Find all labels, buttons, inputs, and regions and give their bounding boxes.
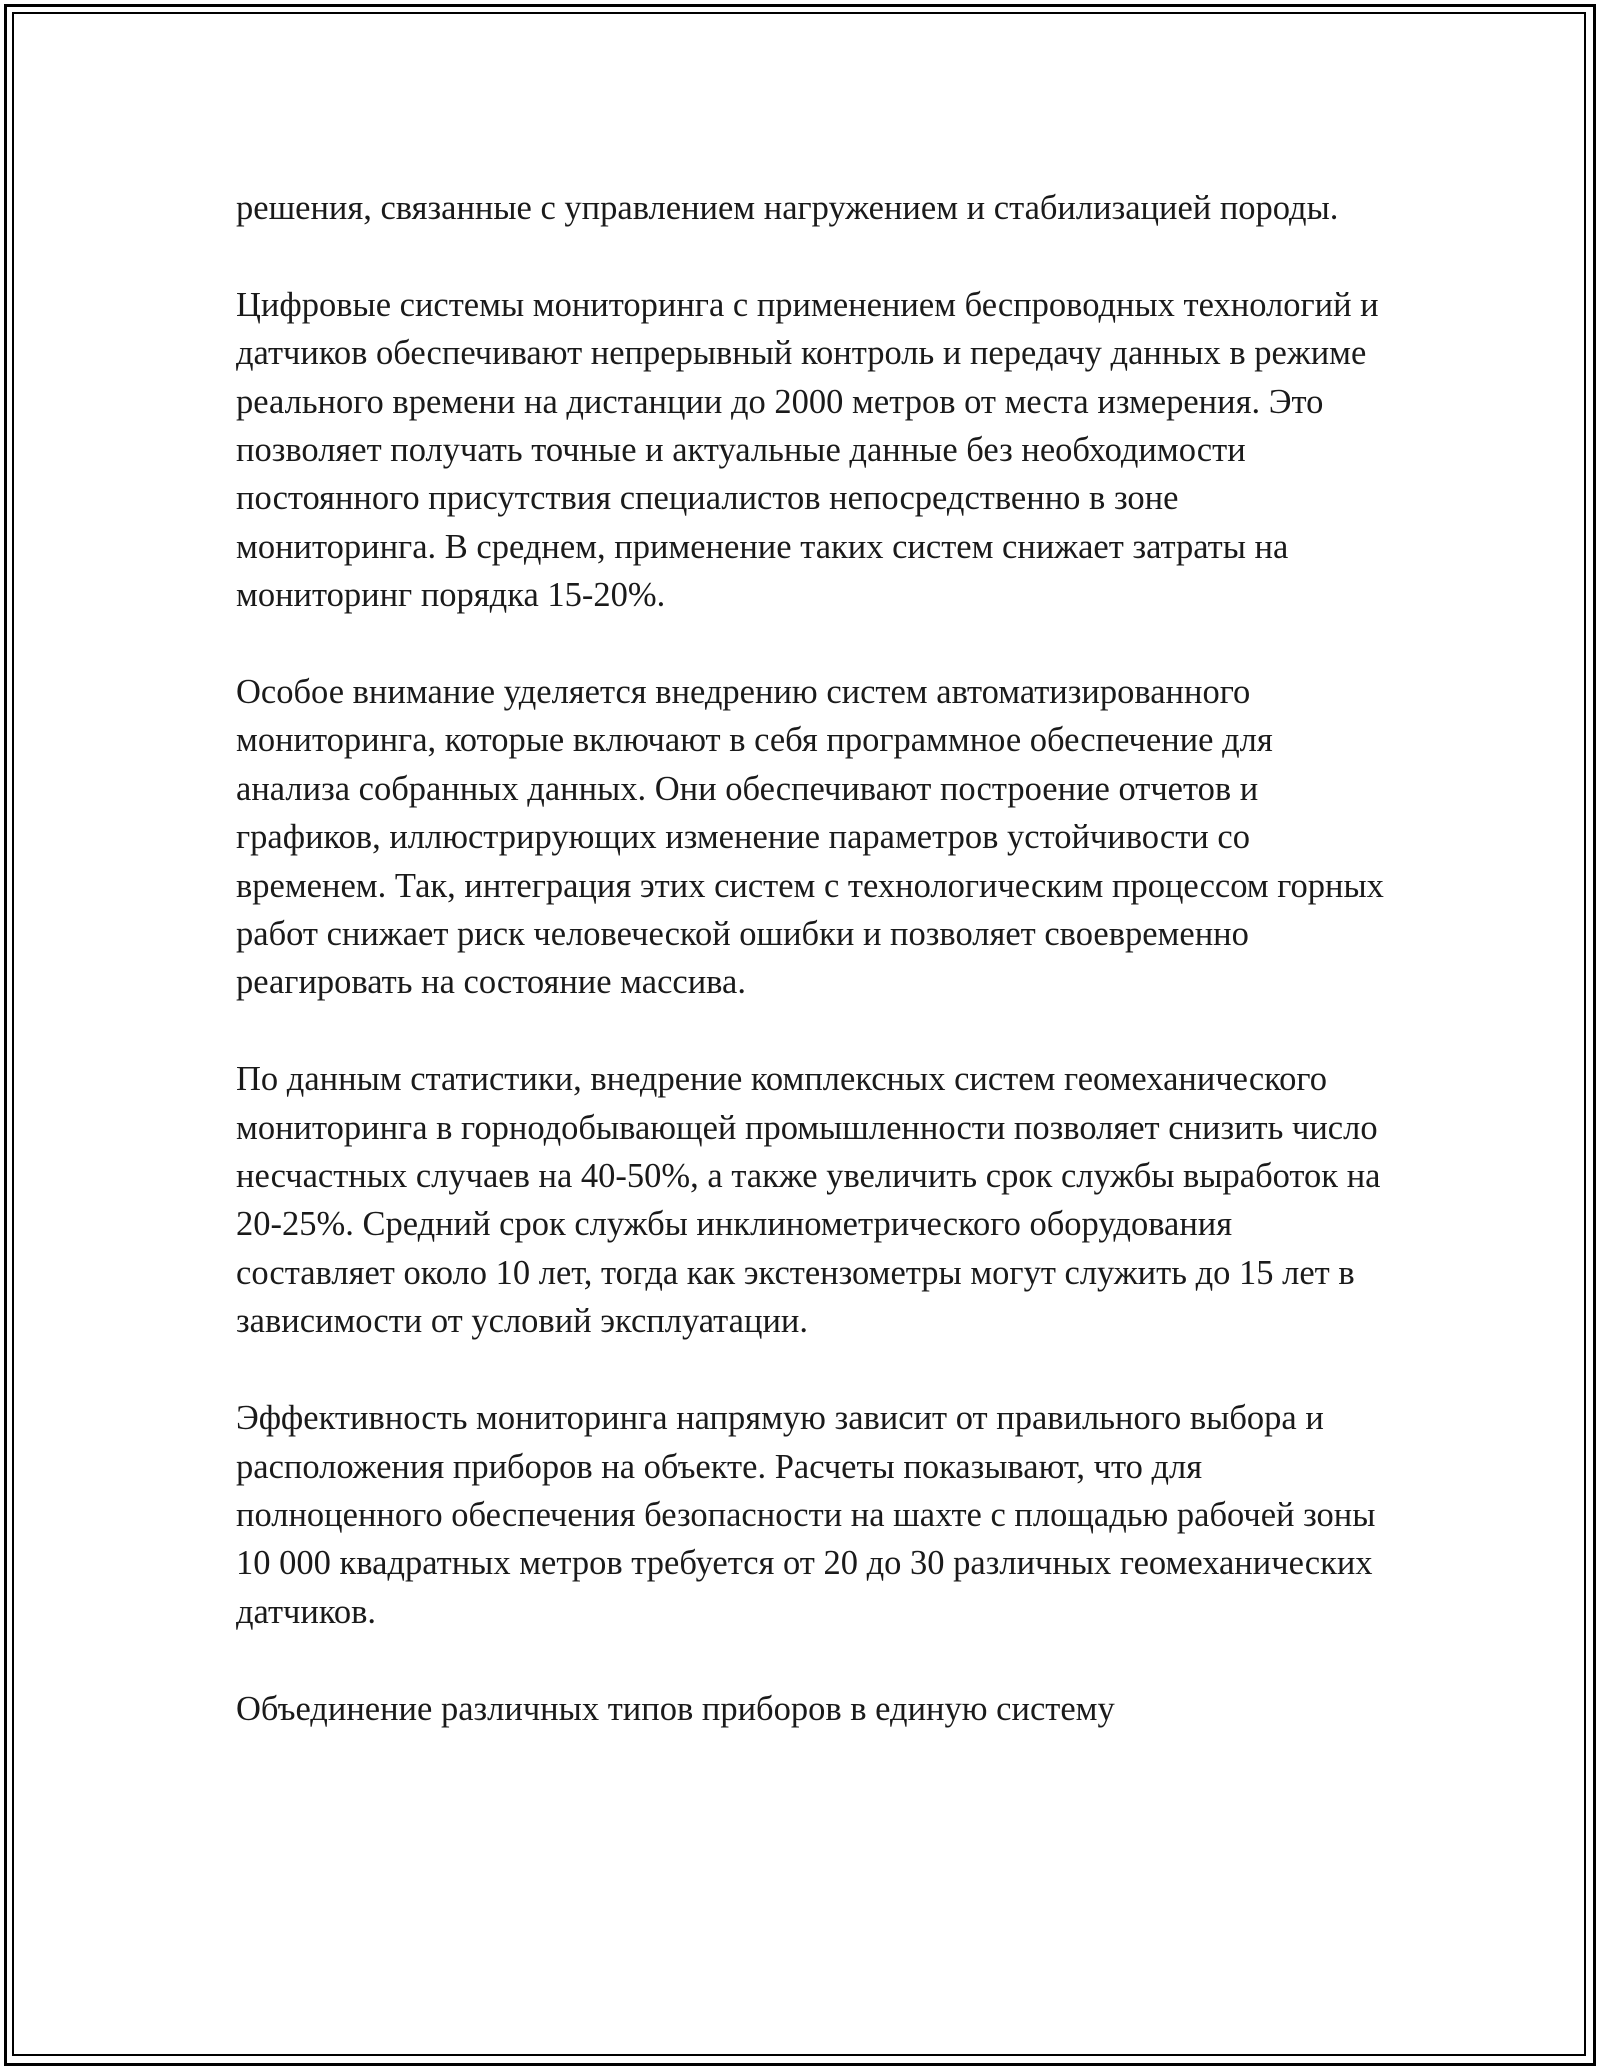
document-body <box>236 184 1386 1733</box>
paragraph-5: Эффективность мониторинга напрямую зависит от правильного выбора и расположения приборов на объекте. Расчеты показывают, что для полноценного обеспечения безопасности на шахте с площадью рабочей зоны 10 000 квадратных метров требуется от 20 до 30 различных геомеханических датчиков. <box>236 1399 1376 1631</box>
paragraph-3: Особое внимание уделяется внедрению систем автоматизированного мониторинга, которые включают в себя программное обеспечение для анализа собранных данных. Они обеспечивают построение отчетов и графиков, иллюстрирующих изменение параметров устойчивости со временем. Так, интеграция этих систем с технологическим процессом горных работ снижает риск человеческой ошибки и позволяет своевременно реагировать на состояние массива. <box>236 673 1384 1002</box>
paragraph-6: Объединение различных типов приборов в единую систему <box>236 1689 1115 1728</box>
paragraph-1: решения, связанные с управлением нагружением и стабилизацией породы. <box>236 189 1339 227</box>
paragraph-4: По данным статистики, внедрение комплексных систем геомеханического мониторинга в горнодобывающей промышленности позволяет снизить число несчастных случаев на 40-50%, а также увеличить срок службы выработок на 20-25%. Средний срок службы инклинометрического оборудования составляет около 10 лет, тогда как экстензометры могут служить до 15 лет в зависимости от условий эксплуатации. <box>236 1060 1381 1341</box>
paragraph-2: Цифровые системы мониторинга с применением беспроводных технологий и датчиков обеспечивают непрерывный контроль и передачу данных в режиме реального времени на дистанции до 2000 метров от места измерения. Это позволяет получать точные и актуальные данные без необходимости постоянного присутствия специалистов непосредственно в зоне мониторинга. В среднем, применение таких систем снижает затраты на мониторинг порядка 15-20%. <box>236 285 1379 615</box>
